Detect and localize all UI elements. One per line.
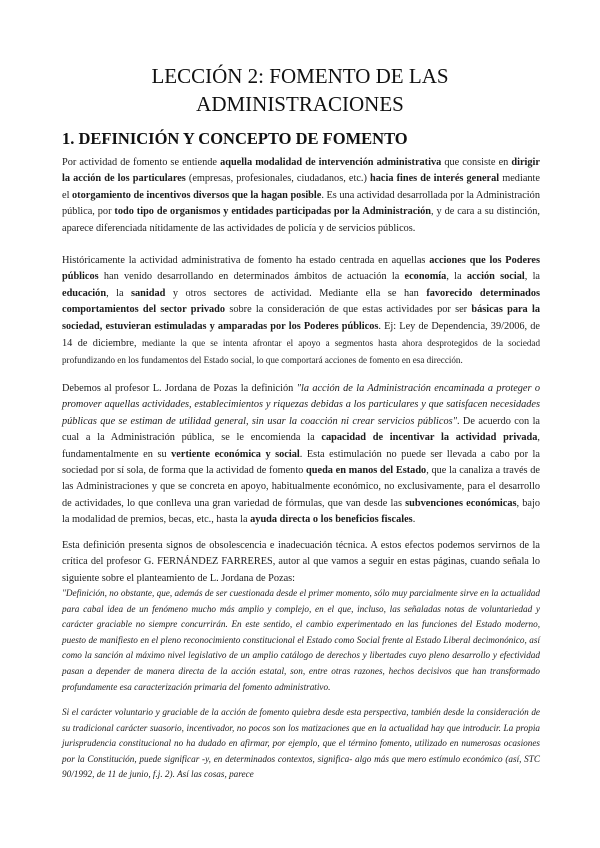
section-heading: 1. DEFINICIÓN Y CONCEPTO DE FOMENTO xyxy=(62,129,408,148)
paragraph-1: Por actividad de fomento se entiende aquella modalidad de intervención administrativa que consiste en dirigir la acción de los particulares (empresas, profesionales, ciudadanos, etc.) hacia fines de interés general mediante el otorgamiento de incentivos diversos que la hagan posible. Es una actividad desarrollada por la Administración pública, por todo tipo de organismos y entidades participadas por la Administración, y de cara a su distinción, aparece diferenciada nítidamente de las actividades de policía y de servicios públicos. xyxy=(62,157,540,234)
lesson-title-line-2: ADMINISTRACIONES xyxy=(196,92,404,116)
quote-paragraph-2: Si el carácter voluntario y graciable de la acción de fomento quiebra desde esta perspectiva, también desde la consideración de su tradicional carácter suasorio, incentivador, no pocos son los matizaciones que en la actualidad hay que introducir. La propia jurisprudencia constitucional no ha dudado en afirmar, por ejemplo, que el término fomento, utilizado en numerosas ocasiones por la Constitución, puede significar -y, en determinados contextos, significa- algo más que mero estímulo económico (así, STC 90/1992, de 11 de junio, f.j. 2). Así las cosas, parece xyxy=(62,707,540,780)
paragraph-4: Esta definición presenta signos de obsolescencia e inadecuación técnica. A estos efectos podemos servirnos de la crítica del profesor G. FERNÁNDEZ FARRERES, autor al que vamos a seguir en estas páginas, cuando señala lo siguiente sobre el planteamiento de L. Jordana de Pozas: xyxy=(62,540,540,584)
lesson-title xyxy=(60,62,540,118)
paragraph-2: Históricamente la actividad administrativa de fomento ha estado centrada en aquellas acciones que los Poderes públicos han venido desarrollando en determinados ámbitos de actuación la economía, la acción social, la educación, la sanidad y otros sectores de actividad. Mediante ella se han favorecido determinados comportamientos del sector privado sobre la consideración de que estas actividades por ser básicas para la sociedad, estuvieran estimuladas y amparadas por los Poderes públicos. Ej: Ley de Dependencia, 39/2006, de 14 de diciembre, mediante la que se intenta afrontar el apoyo a segmentos hasta ahora desprotegidos de la sociedad profundizando en los fundamentos del Estado social, lo que comportará acciones de fomento en esa dirección. xyxy=(62,255,540,366)
quote-paragraph-1: "Definición, no obstante, que, además de ser cuestionada desde el primer momento, sólo muy parcialmente sirve en la actualidad para cabal idea de un fenómeno mucho más amplio y complejo, en el que, incluso, las señaladas notas de voluntariedad y carácter graciable no siempre concurrirán. En este sentido, el cambio experimentado en las funciones del Estado moderno, puesto de manifiesto en el pleno reconocimiento constitucional el Estado como Social frente al Estado Liberal decimonónico, así como la sanción al máximo nivel legislativo de un amplio catálogo de derechos y libertades cuyo pleno desarrollo y efectividad pasan a depender de manera directa de la acción estatal, son, entre otras razones, hechos decisivos que han transformado profundamente esa caracterización primaria del fomento administrativo. xyxy=(62,588,540,692)
paragraph-3: Debemos al profesor L. Jordana de Pozas la definición "la acción de la Administración encaminada a proteger o promover aquellas actividades, establecimientos y riquezas debidas a los particulares y que satisfacen necesidades públicas que se estiman de utilidad general, sin usar la coacción ni crear servicios públicos". De acuerdo con la cual a la Administración pública, se le encomienda la capacidad de incentivar la actividad privada, fundamentalmente en su vertiente económica y social. Esta estimulación no puede ser llevada a cabo por la sociedad por sí sola, de forma que la actividad de fomento queda en manos del Estado, que la canaliza a través de las Administraciones y que se concreta en apoyo, habitualmente económico, no exclusivamente, para el desarrollo de actividades, lo que conlleva una gran variedad de fórmulas, que van desde las subvenciones económicas, bajo la modalidad de premios, becas, etc., hasta la ayuda directa o los beneficios fiscales. xyxy=(62,383,540,526)
lesson-title-line-1: LECCIÓN 2: FOMENTO DE LAS xyxy=(151,64,449,88)
